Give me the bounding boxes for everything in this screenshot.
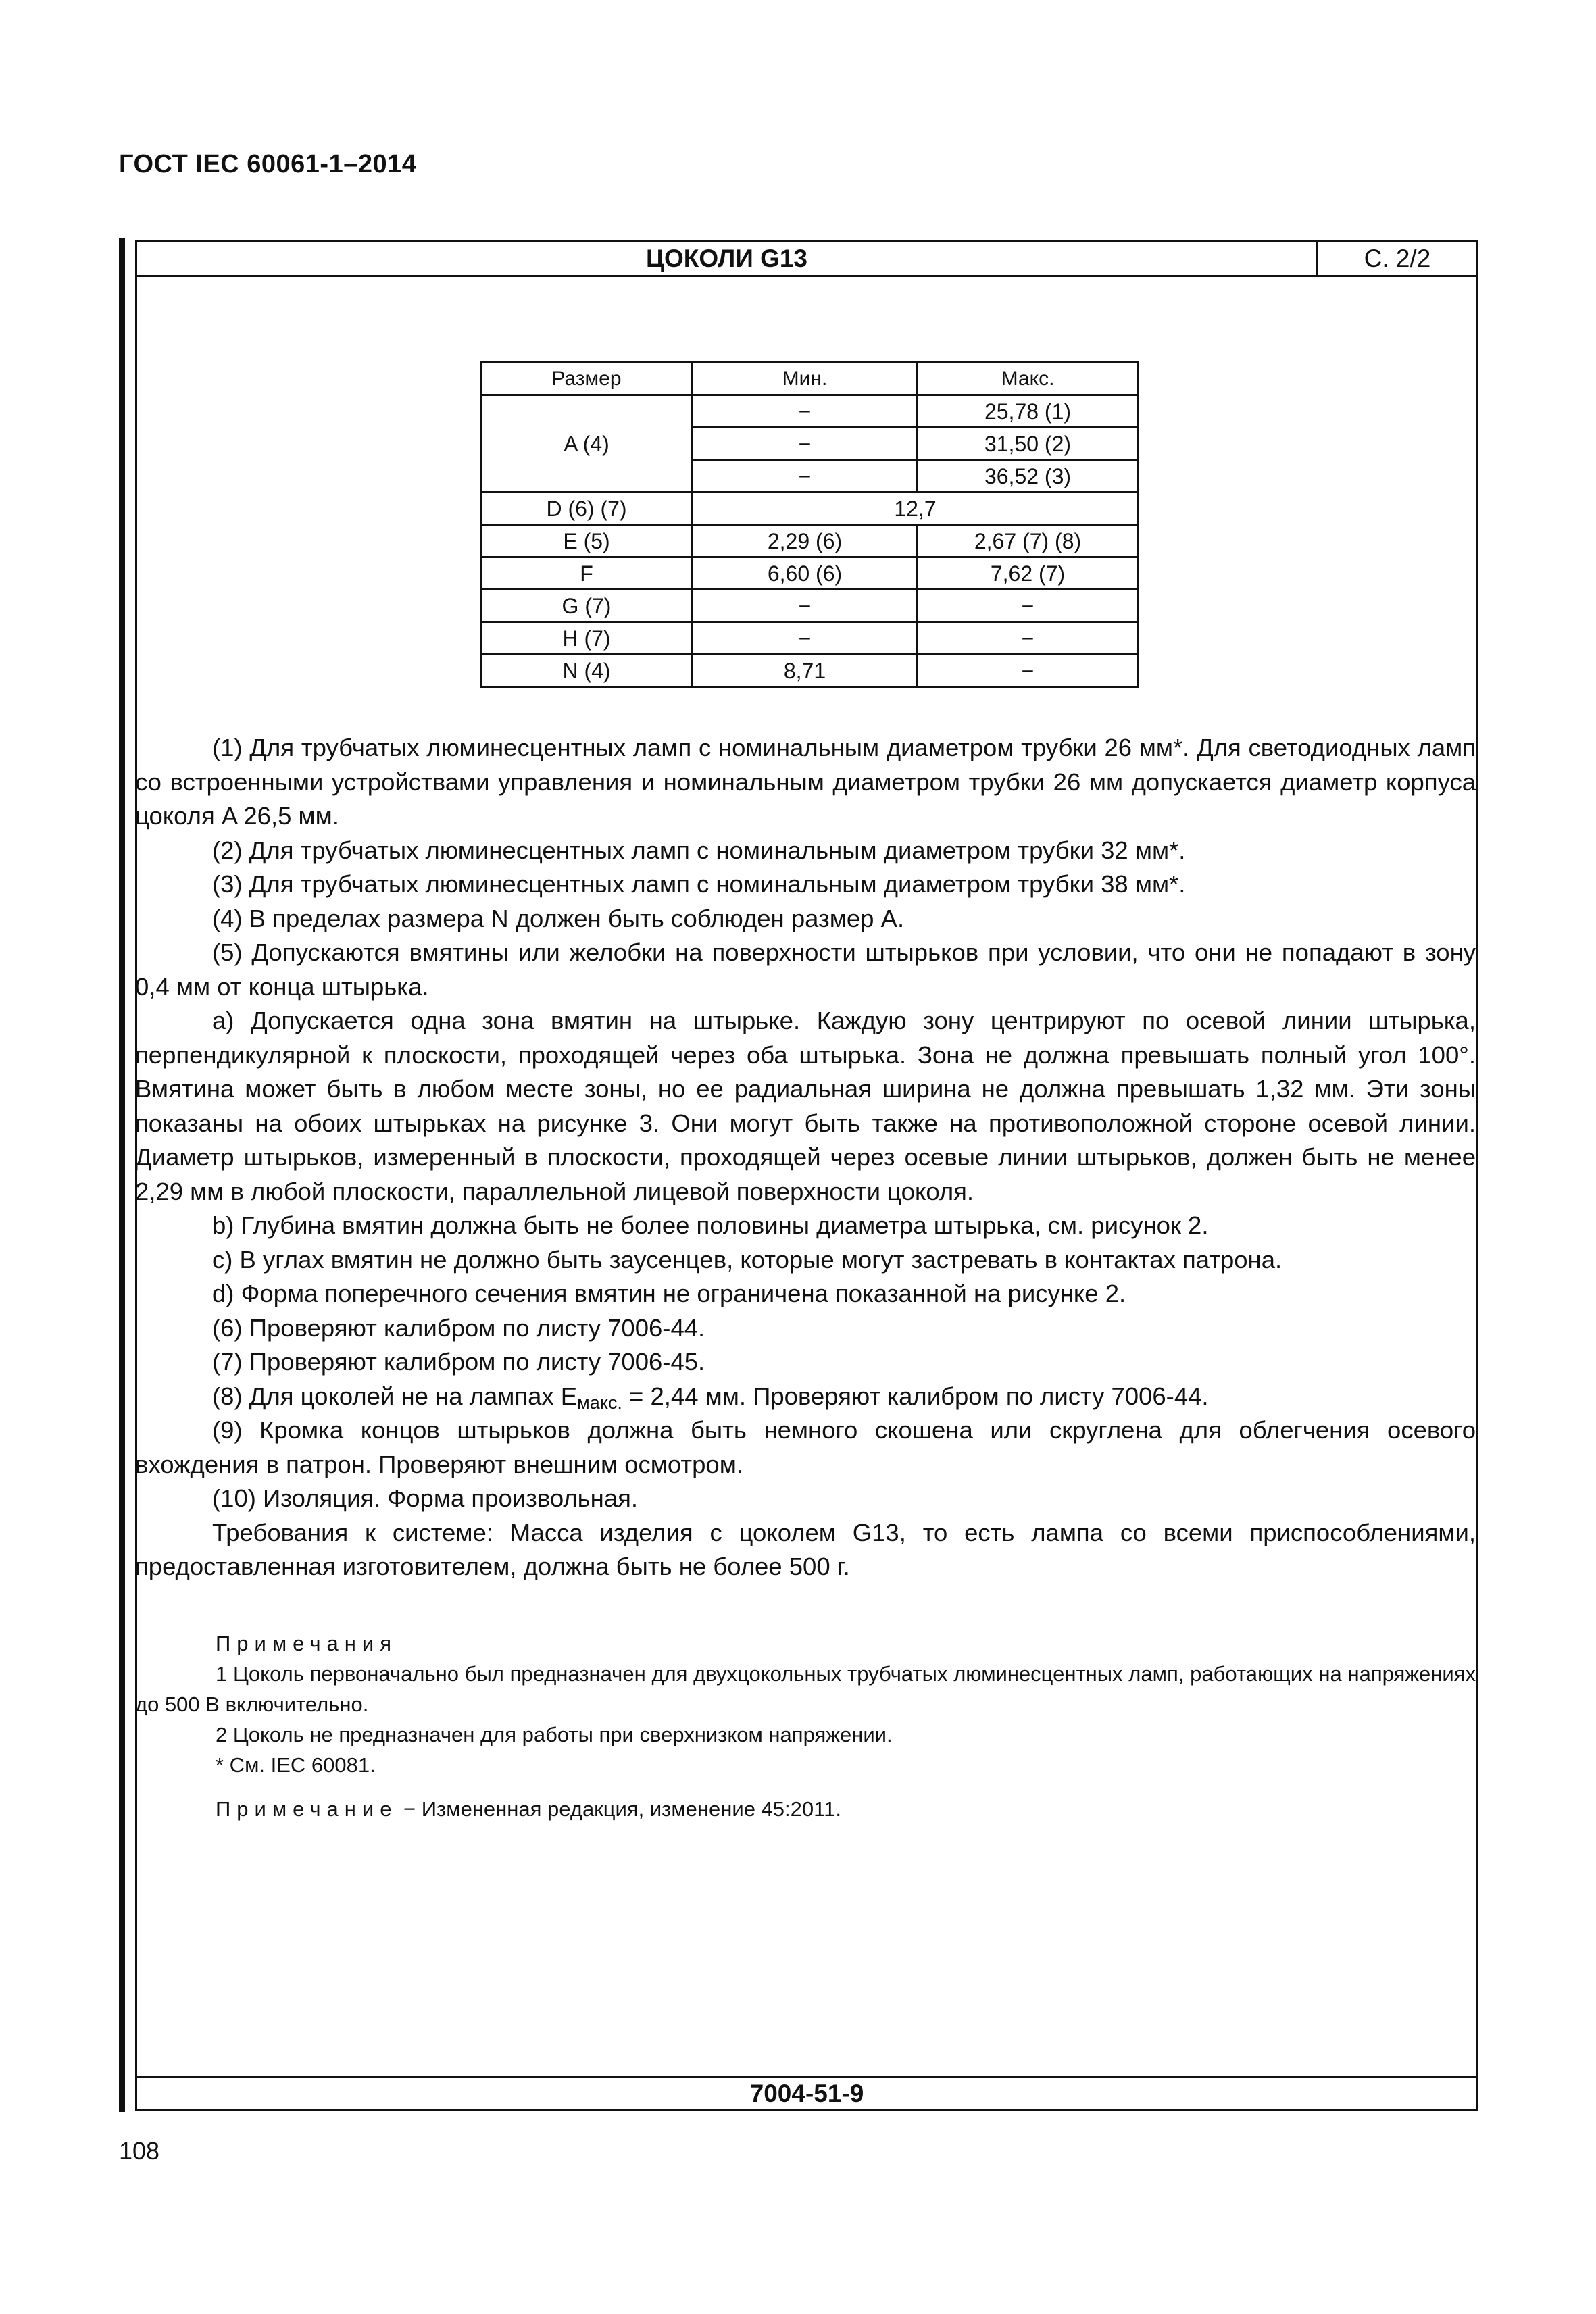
footnote-8-start: (8) Для цоколей не на лампах E bbox=[212, 1382, 578, 1410]
table-cell-min: − bbox=[693, 395, 918, 428]
note-item: 1 Цоколь первоначально был предназначен для двухцокольных трубчатых люминесцентных ламп, работающих на напряжениях до 500 В включительно. bbox=[135, 1662, 1476, 1716]
table-row bbox=[481, 525, 1139, 557]
table-header-row bbox=[481, 363, 1139, 395]
system-requirements: Требования к системе: Масса изделия с цоколем G13, то есть лампа со всеми приспособлениями, предоставленная изготовителем, должна быть не более 500 г. bbox=[135, 1518, 1476, 1580]
table-cell-dim: A (4) bbox=[481, 395, 693, 493]
change-bar bbox=[119, 238, 125, 2112]
subscript-max: макс. bbox=[577, 1392, 622, 1413]
table-cell-dim: H (7) bbox=[481, 622, 693, 655]
footnotes-body bbox=[135, 731, 1476, 1584]
table-row bbox=[481, 493, 1139, 525]
footnote-paragraph bbox=[135, 1380, 1476, 1414]
dimensions-table bbox=[480, 361, 1139, 688]
column-header-min: Мин. bbox=[693, 363, 918, 395]
notes-section bbox=[135, 1628, 1476, 1824]
sheet-code: 7004-51-9 bbox=[137, 2076, 1476, 2109]
table-cell-dim: N (4) bbox=[481, 655, 693, 687]
footnote-paragraph: a) Допускается одна зона вмятин на штырьке. Каждую зону центрируют по осевой линии штырька, перпендикулярной к плоскости, проходящей через оба штырька. Зона не должна превышать полный угол 100°. Вмятина может быть в любом месте зоны, но ее радиальная ширина не должна превышать 1,32 мм. Эти зоны показаны на обоих штырьках на рисунке 3. Они могут быть также на противоположной стороне осевой линии. Диаметр штырьков, измеренный в плоскости, проходящей через осевые линии штырьков, должен быть не менее 2,29 мм в любой плоскости, параллельной лицевой поверхности цоколя. bbox=[135, 1007, 1476, 1205]
revision-note-text: − Измененная редакция, изменение 45:2011. bbox=[397, 1797, 841, 1821]
table-cell-min: − bbox=[693, 590, 918, 622]
column-header-size: Размер bbox=[481, 363, 693, 395]
revision-note-label: Примечание bbox=[216, 1797, 398, 1821]
footnote-8-end: = 2,44 мм. Проверяют калибром по листу 7006-44. bbox=[622, 1382, 1209, 1410]
table-cell-dim: D (6) (7) bbox=[481, 493, 693, 525]
table-cell-min: 8,71 bbox=[693, 655, 918, 687]
footnote-reference: * См. IEC 60081. bbox=[216, 1753, 376, 1777]
notes-heading: Примечания bbox=[216, 1632, 397, 1655]
table-cell-max: 7,62 (7) bbox=[918, 557, 1139, 590]
table-cell-min: − bbox=[693, 460, 918, 493]
footnote-paragraph: d) Форма поперечного сечения вмятин не ограничена показанной на рисунке 2. bbox=[212, 1280, 1126, 1307]
note-item: 2 Цоколь не предназначен для работы при сверхнизком напряжении. bbox=[216, 1723, 893, 1746]
footnote-paragraph: (4) В пределах размера N должен быть соблюден размер А. bbox=[212, 904, 905, 932]
revision-note bbox=[135, 1794, 1476, 1824]
table-cell-max: 36,52 (3) bbox=[918, 460, 1139, 493]
sheet-page-indicator: С. 2/2 bbox=[1364, 245, 1431, 272]
table-cell-min: − bbox=[693, 622, 918, 655]
page-number: 108 bbox=[119, 2137, 160, 2165]
footnote-paragraph: (1) Для трубчатых люминесцентных ламп с номинальным диаметром трубки 26 мм*. Для светодиодных ламп со встроенными устройствами управления и номинальным диаметром трубки 26 мм допускается диаметр корпуса цоколя A 26,5 мм. bbox=[135, 734, 1476, 830]
table-cell-max: − bbox=[918, 655, 1139, 687]
footnote-paragraph: (3) Для трубчатых люминесцентных ламп с номинальным диаметром трубки 38 мм*. bbox=[212, 870, 1186, 898]
table-cell-max: 25,78 (1) bbox=[918, 395, 1139, 428]
footnote-paragraph: c) В углах вмятин не должно быть заусенцев, которые могут застревать в контактах патрона. bbox=[212, 1245, 1282, 1274]
table-cell-dim: F bbox=[481, 557, 693, 590]
table-cell-dim: G (7) bbox=[481, 590, 693, 622]
sheet-title-row bbox=[137, 242, 1476, 277]
table-cell-merged: 12,7 bbox=[693, 493, 1139, 525]
table-cell-max: − bbox=[918, 590, 1139, 622]
table-row bbox=[481, 622, 1139, 655]
table-cell-dim: E (5) bbox=[481, 525, 693, 557]
column-header-max: Макс. bbox=[918, 363, 1139, 395]
table-cell-max: 2,67 (7) (8) bbox=[918, 525, 1139, 557]
table-row bbox=[481, 557, 1139, 590]
sheet-title: ЦОКОЛИ G13 bbox=[137, 242, 1318, 275]
table-cell-min: 6,60 (6) bbox=[693, 557, 918, 590]
footnote-paragraph: (7) Проверяют калибром по листу 7006-45. bbox=[212, 1348, 705, 1376]
table-row bbox=[481, 590, 1139, 622]
table-cell-max: 31,50 (2) bbox=[918, 428, 1139, 460]
footnote-paragraph: (9) Кромка концов штырьков должна быть немного скошена или скруглена для облегчения осевого вхождения в патрон. Проверяют внешним осмотром. bbox=[135, 1416, 1476, 1478]
table-cell-max: − bbox=[918, 622, 1139, 655]
table-row bbox=[481, 655, 1139, 687]
footnote-paragraph: b) Глубина вмятин должна быть не более половины диаметра штырька, см. рисунок 2. bbox=[212, 1211, 1209, 1239]
footnote-paragraph: (10) Изоляция. Форма произвольная. bbox=[212, 1484, 639, 1512]
footnote-paragraph: (5) Допускаются вмятины или желобки на поверхности штырьков при условии, что они не попадают в зону 0,4 мм от конца штырька. bbox=[135, 938, 1476, 1001]
footnote-paragraph: (6) Проверяют калибром по листу 7006-44. bbox=[212, 1313, 705, 1342]
table-row bbox=[481, 395, 1139, 428]
table-cell-min: − bbox=[693, 428, 918, 460]
document-header: ГОСТ IEC 60061-1–2014 bbox=[119, 150, 417, 178]
table-cell-min: 2,29 (6) bbox=[693, 525, 918, 557]
footnote-paragraph: (2) Для трубчатых люминесцентных ламп с номинальным диаметром трубки 32 мм*. bbox=[212, 836, 1186, 864]
